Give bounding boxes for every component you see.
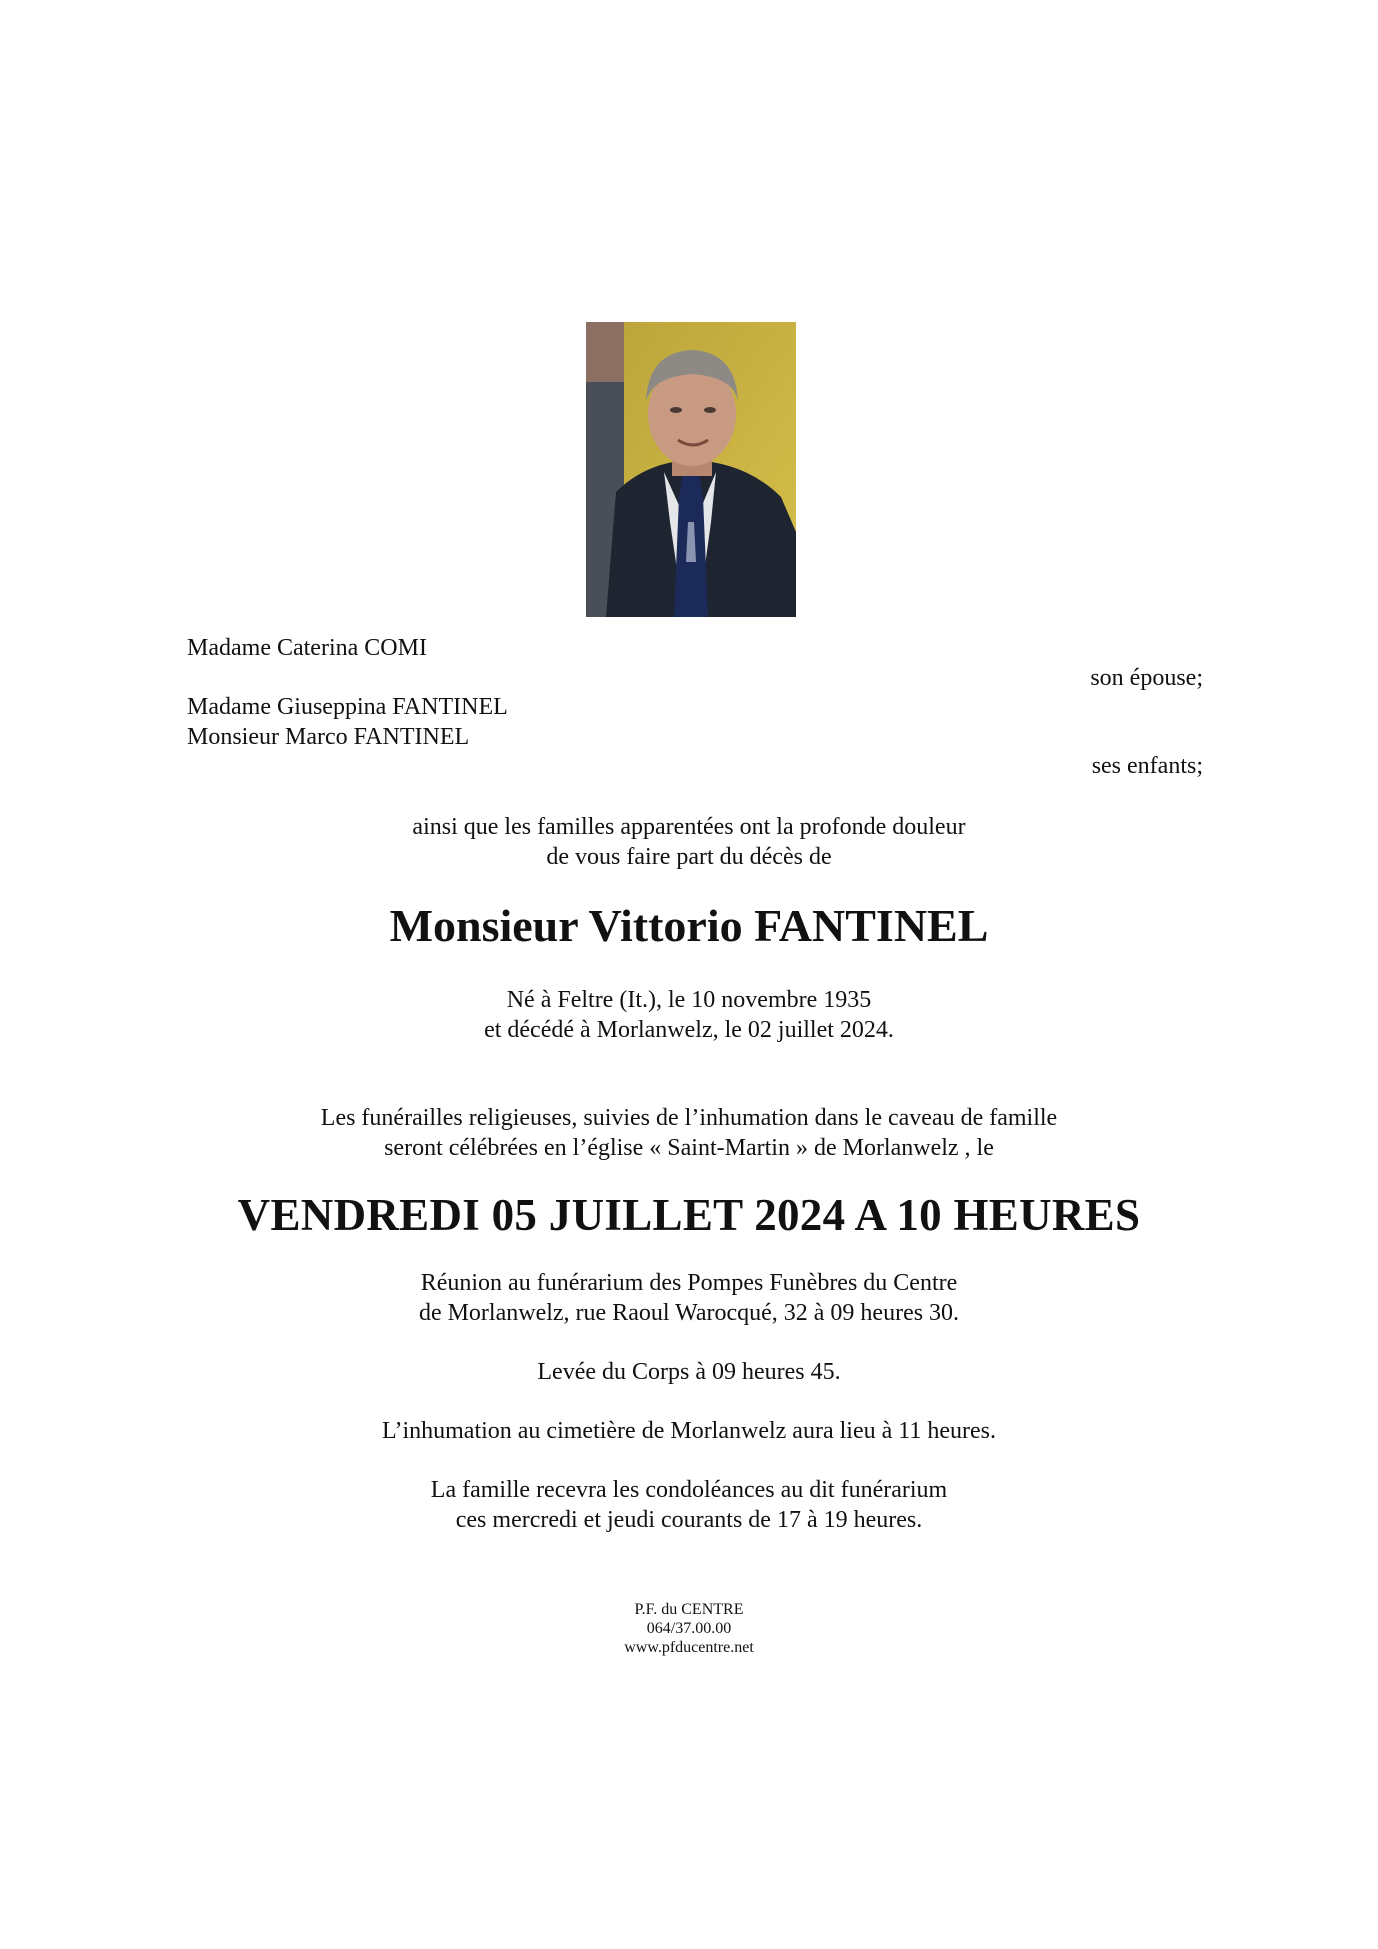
birth-line: Né à Feltre (It.), le 10 novembre 1935 (506, 987, 872, 1013)
funeral-line: Les funérailles religieuses, suivies de l’inhumation dans le caveau de famille (320, 1105, 1058, 1131)
intro-text (0, 812, 1378, 872)
intro-line: ainsi que les familles apparentées ont la profonde douleur (412, 814, 966, 840)
condolences-line: La famille recevra les condoléances au dit funérarium (430, 1477, 948, 1503)
children-relation: ses enfants; (1091, 753, 1203, 779)
funeral-home-footer (0, 1600, 1378, 1657)
service-date: VENDREDI 05 JUILLET 2024 A 10 HEURES (237, 1190, 1141, 1240)
deceased-name: Monsieur Vittorio FANTINEL (389, 900, 989, 951)
funeral-text (0, 1103, 1378, 1163)
condolences-text (0, 1475, 1378, 1535)
spouse-name: Madame Caterina COMI (187, 635, 427, 661)
portrait-photo-icon (586, 322, 796, 617)
child-name: Monsieur Marco FANTINEL (187, 724, 470, 750)
footer-phone: 064/37.00.00 (646, 1620, 732, 1637)
portrait-photo (586, 322, 796, 617)
family-spouse-block (187, 633, 1203, 663)
family-children-block (187, 692, 1203, 752)
condolences-line: ces mercredi et jeudi courants de 17 à 19 heures. (455, 1507, 923, 1533)
birth-death-text (0, 985, 1378, 1045)
footer-website: www.pfducentre.net (624, 1639, 754, 1656)
footer-company: P.F. du CENTRE (634, 1601, 744, 1618)
levee-text: Levée du Corps à 09 heures 45. (537, 1359, 841, 1385)
intro-line: de vous faire part du décès de (546, 844, 832, 870)
spouse-relation: son épouse; (1090, 665, 1203, 691)
child-name: Madame Giuseppina FANTINEL (187, 694, 508, 720)
meeting-line: de Morlanwelz, rue Raoul Warocqué, 32 à 09 heures 30. (418, 1300, 960, 1326)
burial-text: L’inhumation au cimetière de Morlanwelz aura lieu à 11 heures. (382, 1418, 996, 1444)
meeting-text (0, 1268, 1378, 1328)
meeting-line: Réunion au funérarium des Pompes Funèbres du Centre (420, 1270, 958, 1296)
death-line: et décédé à Morlanwelz, le 02 juillet 2024. (484, 1017, 894, 1043)
funeral-line: seront célébrées en l’église « Saint-Martin » de Morlanwelz , le (384, 1135, 994, 1161)
